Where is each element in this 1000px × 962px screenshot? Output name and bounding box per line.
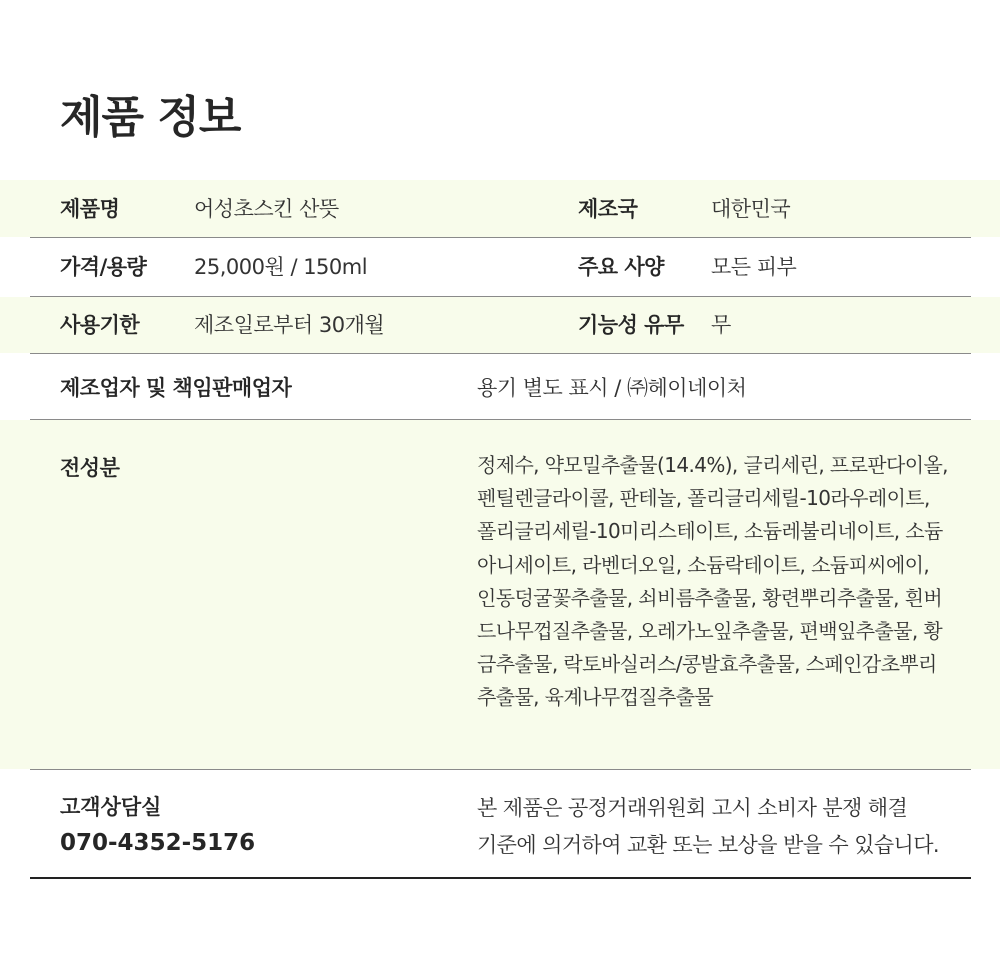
country-label: 제조국 <box>578 197 638 221</box>
notice-line: 본 제품은 공정거래위원회 고시 소비자 분쟁 해결 <box>477 796 908 820</box>
spec-label: 주요 사양 <box>578 255 664 279</box>
ingredients-list <box>477 449 977 715</box>
country-value: 대한민국 <box>711 197 791 221</box>
ingredients-line: 아니세이트, 라벤더오일, 소듐락테이트, 소듐피씨에이, <box>477 552 930 577</box>
ingredients-line: 금추출물, 락토바실러스/콩발효추출물, 스페인감초뿌리 <box>477 652 937 677</box>
price-value: 25,000원 / 150ml <box>194 255 368 279</box>
manufacturer-label: 제조업자 및 책임판매업자 <box>60 376 292 400</box>
manufacturer-value: 용기 별도 표시 / ㈜헤이네이처 <box>477 376 747 400</box>
divider <box>30 769 971 770</box>
divider <box>30 237 971 238</box>
bottom-divider <box>30 877 971 879</box>
ingredients-line: 펜틸렌글라이콜, 판테놀, 폴리글리세릴-10라우레이트, <box>477 486 930 511</box>
row-band-1 <box>0 180 1000 237</box>
customer-service <box>60 790 255 862</box>
expiry-value: 제조일로부터 30개월 <box>194 313 385 337</box>
ingredients-line: 폴리글리세릴-10미리스테이트, 소듐레불리네이트, 소듐 <box>477 519 943 544</box>
functional-value: 무 <box>711 313 731 337</box>
product-name-label: 제품명 <box>60 197 120 221</box>
section-title: 제품 정보 <box>60 92 241 143</box>
notice-line: 기준에 의거하여 교환 또는 보상을 받을 수 있습니다. <box>477 833 940 857</box>
price-label: 가격/용량 <box>60 255 147 279</box>
spec-value: 모든 피부 <box>711 255 797 279</box>
customer-service-label: 고객상담실 <box>60 795 162 819</box>
dispute-notice <box>477 790 939 864</box>
divider <box>30 419 971 420</box>
ingredients-line: 드나무껍질추출물, 오레가노잎추출물, 편백잎추출물, 황 <box>477 619 943 644</box>
ingredients-label: 전성분 <box>60 456 120 480</box>
ingredients-line: 추출물, 육계나무껍질추출물 <box>477 685 714 710</box>
divider <box>30 296 971 297</box>
ingredients-line: 인동덩굴꽃추출물, 쇠비름추출물, 황련뿌리추출물, 흰버 <box>477 585 943 610</box>
customer-service-phone: 070-4352-5176 <box>60 830 256 856</box>
product-name-value: 어성초스킨 산뜻 <box>194 197 339 221</box>
functional-label: 기능성 유무 <box>578 313 684 337</box>
row-band-3 <box>0 297 1000 353</box>
ingredients-line: 정제수, 약모밀추출물(14.4%), 글리세린, 프로판다이올, <box>477 453 948 477</box>
divider <box>30 353 971 354</box>
expiry-label: 사용기한 <box>60 313 140 337</box>
